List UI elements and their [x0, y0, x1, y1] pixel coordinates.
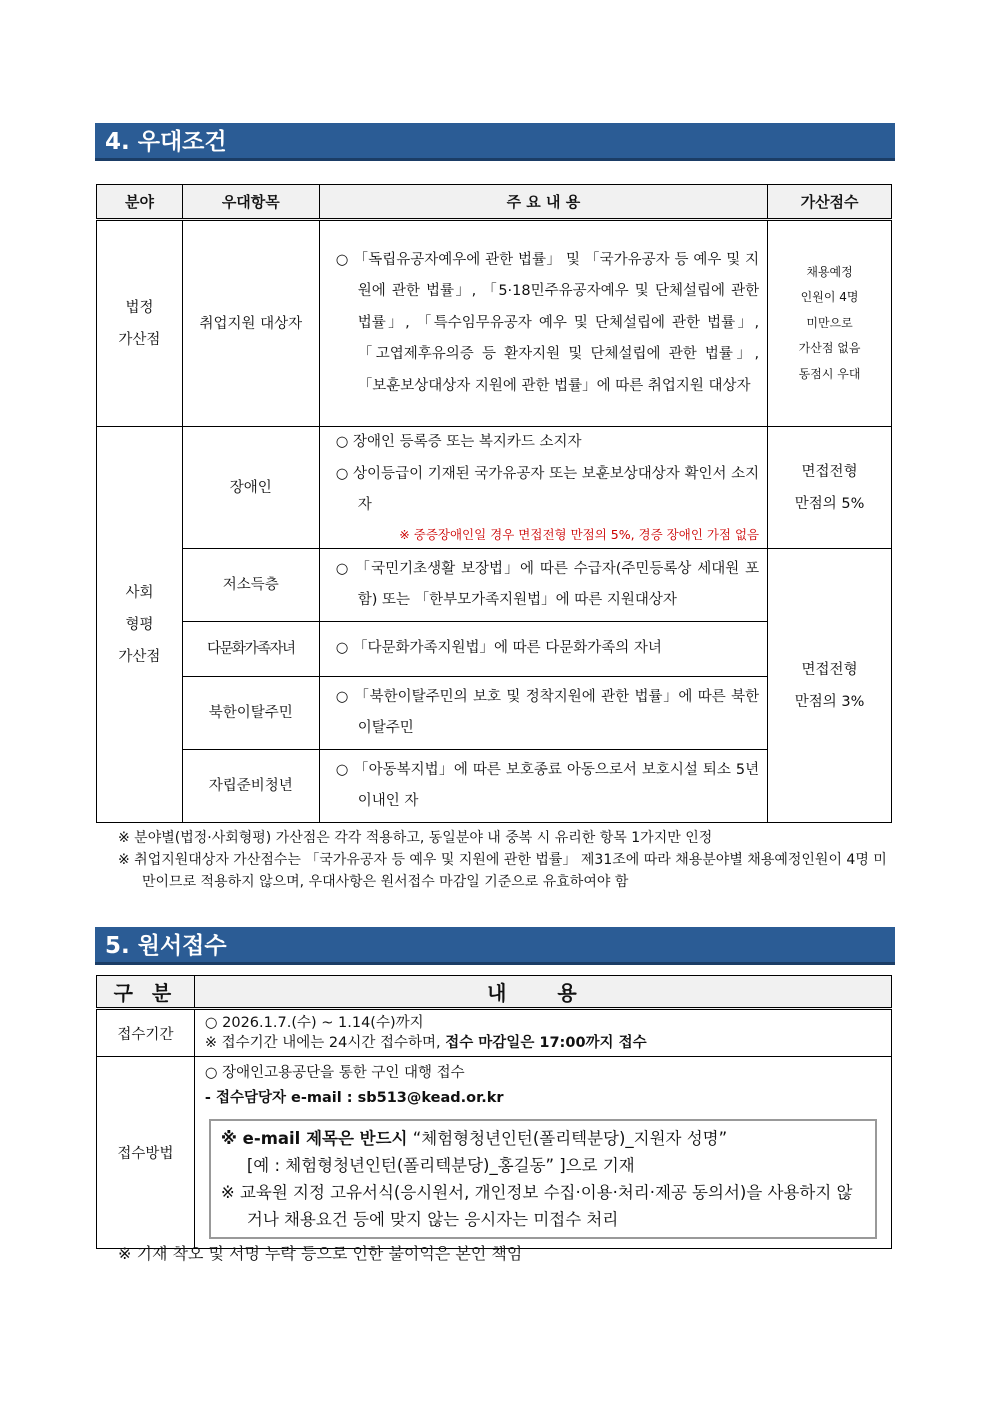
method-email: - 접수담당자 e-mail : sb513@kead.or.kr [204, 1090, 504, 1106]
table-header-row [97, 185, 892, 220]
header-content: 내 용 [194, 976, 891, 1009]
content-youth: ○ 「아동복지법」에 따른 보호종료 아동으로서 보호시설 퇴소 5년 이내인 자 [335, 761, 760, 809]
table-row-period [97, 1009, 892, 1057]
item-low-income: 저소득층 [182, 549, 319, 622]
note-2: ※ 취업지원대상자 가산점수는 「국가유공자 등 예우 및 지원에 관한 법률」 제31조에 따라 채용분야별 채용예정인원이 4명 미만이므로 적용하지 않으며, 우대사항은 원서접수 마감일 기준으로 유효하여야 함 [118, 852, 887, 890]
preference-table [96, 184, 892, 823]
field-social: 사회 형평 가산점 [97, 427, 183, 823]
header-item: 우대항목 [182, 185, 319, 220]
table-header-row [97, 976, 892, 1009]
points-disabled: 면접전형 만점의 5% [768, 427, 892, 549]
email-subject-example: [예 : 체험형청년인턴(폴리텍분당)_홍길동” ]으로 기재 [246, 1156, 635, 1175]
header-points: 가산점수 [768, 185, 892, 220]
content-low-income: ○ 「국민기초생활 보장법」에 따른 수급자(주민등록상 세대원 포함) 또는 「한부모가족지원법」에 따른 지원대상자 [335, 560, 760, 608]
points-social: 면접전형 만점의 3% [768, 549, 892, 823]
content-disabled-2: ○ 상이등급이 기재된 국가유공자 또는 보훈보상대상자 확인서 소지자 [335, 465, 760, 514]
content-disabled-1: ○ 장애인 등록증 또는 복지카드 소지자 [335, 434, 582, 451]
section-5-title: 5. 원서접수 [95, 927, 895, 965]
method-label: 접수방법 [97, 1057, 195, 1249]
period-dates: ○ 2026.1.7.(수) ~ 1.14(수)까지 [204, 1015, 424, 1031]
field-legal: 법정 가산점 [97, 220, 183, 427]
points-legal: 채용예정 인원이 4명 미만으로 가산점 없음 동점시 우대 [798, 264, 861, 381]
header-field: 분야 [97, 185, 183, 220]
section-4-title: 4. 우대조건 [95, 123, 895, 161]
header-category: 구 분 [97, 976, 195, 1009]
content-multicultural: ○ 「다문화가족지원법」에 따른 다문화가족의 자녀 [335, 640, 662, 657]
content-legal: ○ 「독립유공자예우에 관한 법률」 및 「국가유공자 등 예우 및 지원에 관한 법률」, 「5·18민주유공자예우 및 단체설립에 관한 법률」, 「특수임무유공자 예우 및 단체설립에 관한 법률」, 「고엽제후유의증 등 환자지원 및 단체설립에 관한 법률」, 「보훈보상대상자 지원에 관한 법률」에 따른 취업지원 대상자 [335, 251, 760, 394]
form-requirement-note: ※ 교육원 지정 고유서식(응시원서, 개인정보 수집·이용·처리·제공 동의서)을 사용하지 않거나 채용요건 등에 맞지 않는 응시자는 미접수 처리 [220, 1183, 853, 1229]
table-row-disabled [97, 427, 892, 549]
method-agency: ○ 장애인고용공단을 통한 구인 대행 접수 [204, 1065, 465, 1081]
table-row-method [97, 1057, 892, 1249]
footer-note: ※ 기재 착오 및 서명 누락 등으로 인한 불이익은 본인 책임 [118, 1244, 523, 1263]
disabled-note: ※ 중증장애인일 경우 면접전형 만점의 5%, 경증 장애인 가점 없음 [399, 526, 760, 542]
item-multicultural: 다문화가족자녀 [182, 622, 319, 677]
application-table [96, 975, 892, 1249]
email-instruction-box [209, 1119, 877, 1239]
item-youth: 자립준비청년 [182, 750, 319, 823]
section-4-notes [118, 827, 898, 893]
table-row-low-income [97, 549, 892, 622]
period-note: ※ 접수기간 내에는 24시간 접수하며, 접수 마감일은 17:00까지 접수 [204, 1035, 647, 1051]
item-defector: 북한이탈주민 [182, 677, 319, 750]
header-content: 주 요 내 용 [319, 185, 767, 220]
table-row-legal [97, 220, 892, 427]
item-employment-support: 취업지원 대상자 [182, 220, 319, 427]
item-disabled: 장애인 [182, 427, 319, 549]
note-1: ※ 분야별(법정·사회형평) 가산점은 각각 적용하고, 동일분야 내 중복 시 유리한 항목 1가지만 인정 [118, 830, 713, 846]
period-label: 접수기간 [97, 1009, 195, 1057]
email-subject-rule: ※ e-mail 제목은 반드시 “체험형청년인턴(폴리텍분당)_지원자 성명” [220, 1129, 728, 1148]
content-defector: ○ 「북한이탈주민의 보호 및 정착지원에 관한 법률」에 따른 북한이탈주민 [335, 688, 760, 736]
